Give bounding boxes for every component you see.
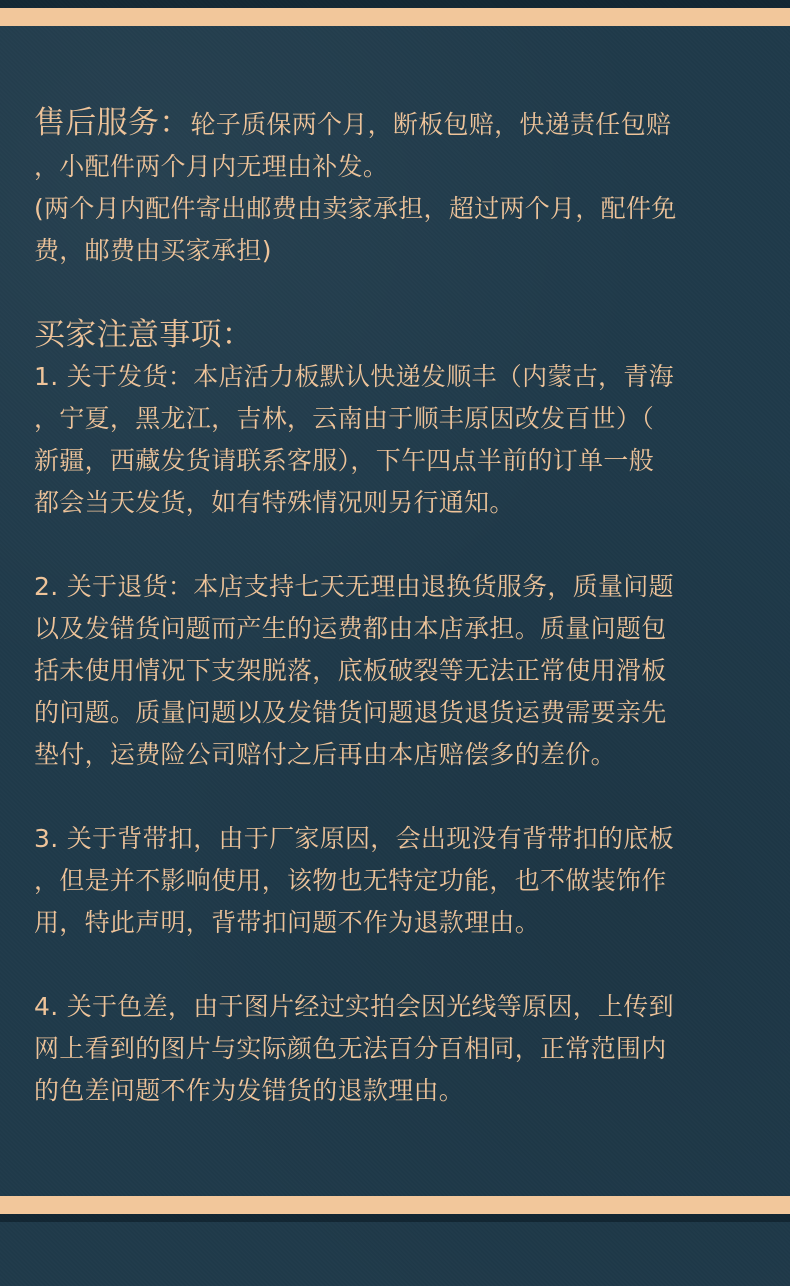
notice-item-1-line-3: 新疆，西藏发货请联系客服），下午四点半前的订单一般 — [34, 446, 655, 475]
after-sales-line-1 — [34, 102, 758, 146]
notice-item-4-line-1: 4. 关于色差，由于图片经过实拍会因光线等原因，上传到 — [34, 992, 674, 1021]
notice-item-3-line-2: ，但是并不影响使用，该物也无特定功能，也不做装饰作 — [34, 866, 667, 895]
section-gap — [34, 272, 758, 314]
notice-item-2-line-4: 的问题。质量问题以及发错货问题退货退货运费需要亲先 — [34, 698, 667, 727]
after-sales-line-1-text: 轮子质保两个月，断板包赔，快递责任包赔 — [190, 110, 672, 139]
bottom-band-shadow — [0, 1214, 790, 1222]
after-sales-section — [34, 102, 758, 272]
item-gap — [34, 524, 758, 566]
notice-item-2-line-2: 以及发错货问题而产生的运费都由本店承担。质量问题包 — [34, 614, 667, 643]
notice-item-2-line-3: 括未使用情况下支架脱落，底板破裂等无法正常使用滑板 — [34, 656, 667, 685]
notice-item-3-line-1: 3. 关于背带扣，由于厂家原因，会出现没有背带扣的底板 — [34, 824, 674, 853]
buyer-notice-section — [34, 314, 758, 1112]
bottom-accent-band — [0, 1196, 790, 1214]
notice-item-1-line-4: 都会当天发货，如有特殊情况则另行通知。 — [34, 488, 515, 517]
notice-item-2-line-1: 2. 关于退货：本店支持七天无理由退换货服务，质量问题 — [34, 572, 674, 601]
after-sales-line-3: (两个月内配件寄出邮费由卖家承担，超过两个月，配件免 — [34, 194, 677, 223]
after-sales-title: 售后服务： — [34, 105, 191, 141]
notice-item-1-line-1: 1. 关于发货：本店活力板默认快递发顺丰（内蒙古，青海 — [34, 362, 674, 391]
item-gap — [34, 776, 758, 818]
notice-item-3-line-3: 用，特此声明，背带扣问题不作为退款理由。 — [34, 908, 541, 937]
notice-item-1-line-2: ，宁夏，黑龙江，吉林，云南由于顺丰原因改发百世）（ — [34, 404, 655, 433]
top-band-shadow — [0, 0, 790, 8]
buyer-notice-title: 买家注意事项： — [34, 317, 254, 353]
after-sales-line-4: 费，邮费由买家承担) — [34, 236, 272, 265]
top-accent-band — [0, 8, 790, 26]
item-gap — [34, 944, 758, 986]
content-panel — [34, 102, 758, 1112]
after-sales-line-2: ，小配件两个月内无理由补发。 — [34, 152, 389, 181]
notice-item-4-line-2: 网上看到的图片与实际颜色无法百分百相同，正常范围内 — [34, 1034, 667, 1063]
notice-item-2-line-5: 垫付，运费险公司赔付之后再由本店赔偿多的差价。 — [34, 740, 616, 769]
notice-item-4-line-3: 的色差问题不作为发错货的退款理由。 — [34, 1076, 465, 1105]
